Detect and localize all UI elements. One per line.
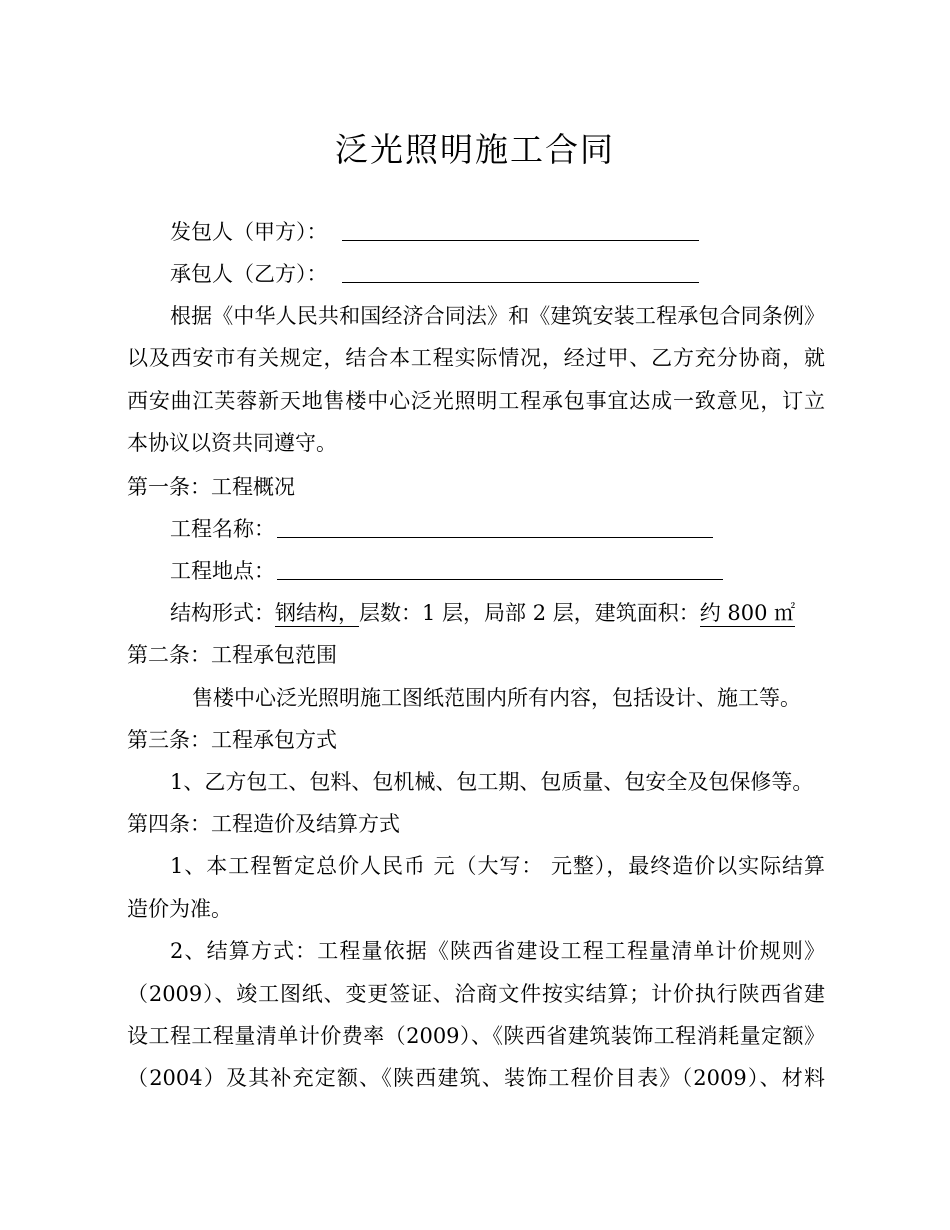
article-3-text: 1、乙方包工、包料、包机械、包工期、包质量、包安全及包保修等。 xyxy=(170,770,814,794)
project-name-line xyxy=(170,514,713,544)
article-4-item-2-line: 设工程工程量清单计价费率（2009）、《陕西省建筑装饰工程消耗量定额》 xyxy=(127,1024,825,1048)
structure-value: 钢结构， xyxy=(275,601,359,625)
article-4-item-2-line: （2004）及其补充定额、《陕西建筑、装饰工程价目表》（2009）、材料 xyxy=(127,1066,825,1090)
floors-area-text: 层数：1 层，局部 2 层，建筑面积： xyxy=(359,601,700,625)
article-2-text: 售楼中心泛光照明施工图纸范围内所有内容，包括设计、施工等。 xyxy=(192,686,801,710)
article-4-item-1-line: 1、本工程暂定总价人民币 元（大写： 元整），最终造价以实际结算 xyxy=(170,854,825,878)
project-location-line xyxy=(170,556,723,586)
area-value: 约 800 ㎡ xyxy=(699,601,796,625)
article-4-item-2-line: 2、结算方式：工程量依据《陕西省建设工程工程量清单计价规则》 xyxy=(170,939,825,963)
project-name-label: 工程名称： xyxy=(170,517,275,541)
party-a-blank xyxy=(342,218,699,241)
preamble-line: 根据《中华人民共和国经济合同法》和《建筑安装工程承包合同条例》 xyxy=(170,304,825,328)
project-location-label: 工程地点： xyxy=(170,559,275,583)
document-title: 泛光照明施工合同 xyxy=(335,130,615,169)
party-b-label: 承包人（乙方）： xyxy=(170,262,328,286)
article-1-heading: 第一条：工程概况 xyxy=(127,475,295,499)
party-b-line xyxy=(170,259,699,289)
party-a-line xyxy=(170,217,699,247)
project-name-blank xyxy=(277,515,713,538)
structure-label: 结构形式： xyxy=(170,601,275,625)
article-3-heading: 第三条：工程承包方式 xyxy=(127,728,337,752)
party-a-label: 发包人（甲方）： xyxy=(170,220,328,244)
article-2-heading: 第二条：工程承包范围 xyxy=(127,643,337,667)
project-location-blank xyxy=(277,557,723,580)
article-4-item-2-line: （2009）、竣工图纸、变更签证、洽商文件按实结算；计价执行陕西省建 xyxy=(127,982,825,1006)
article-4-item-1-line: 造价为准。 xyxy=(127,897,232,921)
structure-line xyxy=(170,598,795,628)
preamble-line: 西安曲江芙蓉新天地售楼中心泛光照明工程承包事宜达成一致意见，订立 xyxy=(127,389,825,413)
preamble-line: 以及西安市有关规定，结合本工程实际情况，经过甲、乙方充分协商，就 xyxy=(127,346,825,370)
party-b-blank xyxy=(342,260,699,283)
preamble-line: 本协议以资共同遵守。 xyxy=(127,431,337,455)
article-4-heading: 第四条：工程造价及结算方式 xyxy=(127,812,400,836)
